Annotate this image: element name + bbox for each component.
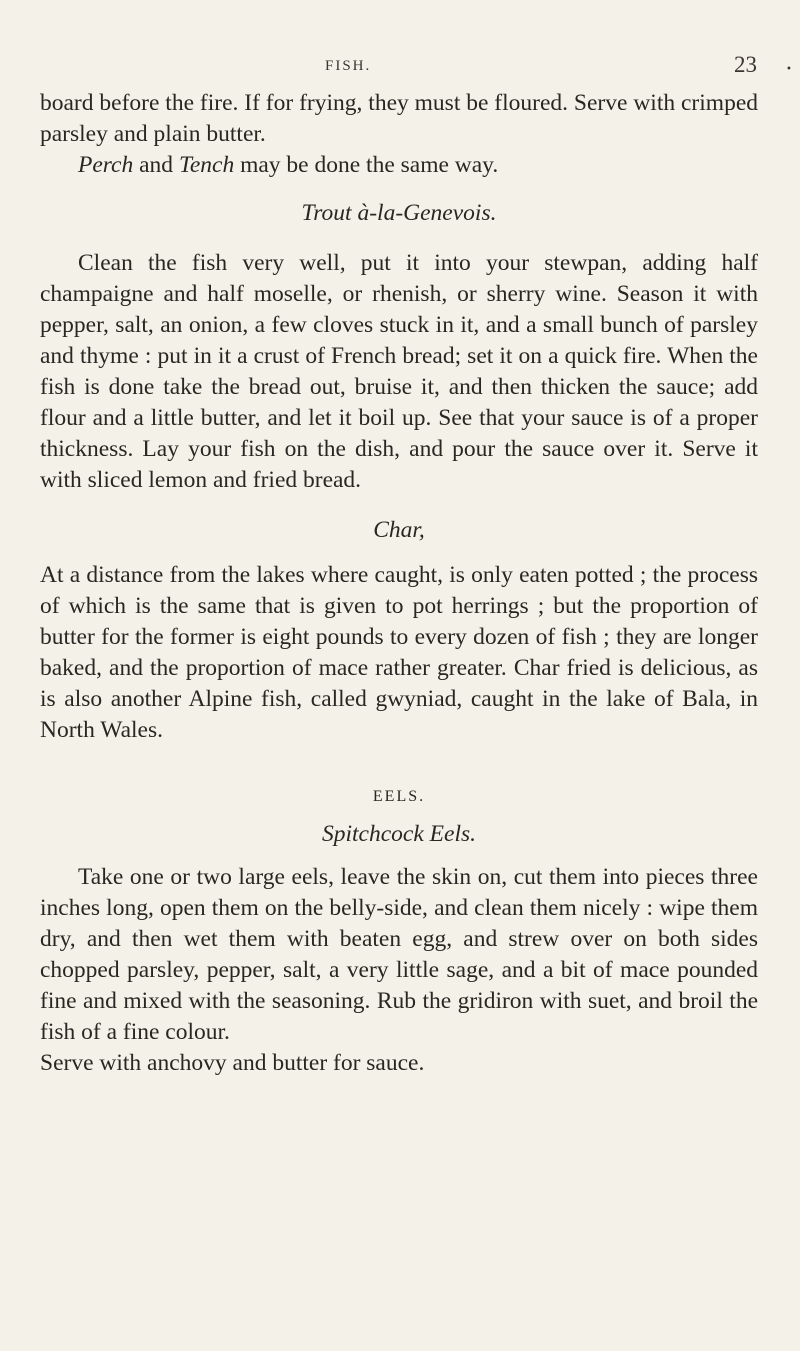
eels-section-label: EELS. xyxy=(372,788,426,805)
perch-rest: may be done the same way. xyxy=(234,152,499,178)
margin-mark: • xyxy=(786,64,792,75)
trout-paragraph: Clean the fish very well, put it into your stewpan, adding half champaigne and half moselle, or rhenish, or sherry wine. Season it with pepper, salt, an onion, a few cloves stuck in it, and a small bunch of parsley and thyme : put in it a crust of French bread; set it on a quick fire. When the fish is done take the bread out, bruise it, and then thicken the sauce; add flour and a little butter, and let it boil up. See that your sauce is of a proper thickness. Lay your fish on the dish, and pour the sauce over it. Serve it with sliced lemon and fried bread. xyxy=(40,250,758,493)
intro-text: board before the fire. If for frying, they must be floured. Serve with crimped parsley and plain butter. xyxy=(40,90,758,147)
perch-term: Perch xyxy=(78,152,134,178)
running-header xyxy=(0,52,800,82)
intro-paragraph xyxy=(40,88,758,150)
char-heading: Char, xyxy=(373,517,425,543)
page-body xyxy=(40,88,758,1079)
trout-heading: Trout à-la-Genevois. xyxy=(301,200,497,226)
eels-paragraph: Take one or two large eels, leave the skin on, cut them into pieces three inches long, open them on the belly-side, and clean them nicely : wipe them dry, and then wet them with beaten egg, and strew over on both sides chopped parsley, pepper, salt, a very little sage, and a bit of mace pounded fine and mixed with the seasoning. Rub the gridiron with suet, and broil the fish of a fine colour. xyxy=(40,864,758,1045)
tench-term: Tench xyxy=(178,152,235,178)
running-title: FISH. xyxy=(325,58,372,74)
char-paragraph: At a distance from the lakes where caught, is only eaten potted ; the process of which is the same that is given to pot herrings ; but the proportion of butter for the former is eight pounds to every dozen of fish ; they are longer baked, and the proportion of mace rather greater. Char fried is delicious, as is also another Alpine fish, called gwyniad, caught in the lake of Bala, in North Wales. xyxy=(40,562,758,743)
page-number: 23 xyxy=(734,52,757,77)
and-word: and xyxy=(133,152,179,178)
spitchcock-heading: Spitchcock Eels. xyxy=(322,821,476,847)
perch-paragraph xyxy=(40,150,758,181)
eels-serve-paragraph: Serve with anchovy and butter for sauce. xyxy=(40,1050,425,1076)
